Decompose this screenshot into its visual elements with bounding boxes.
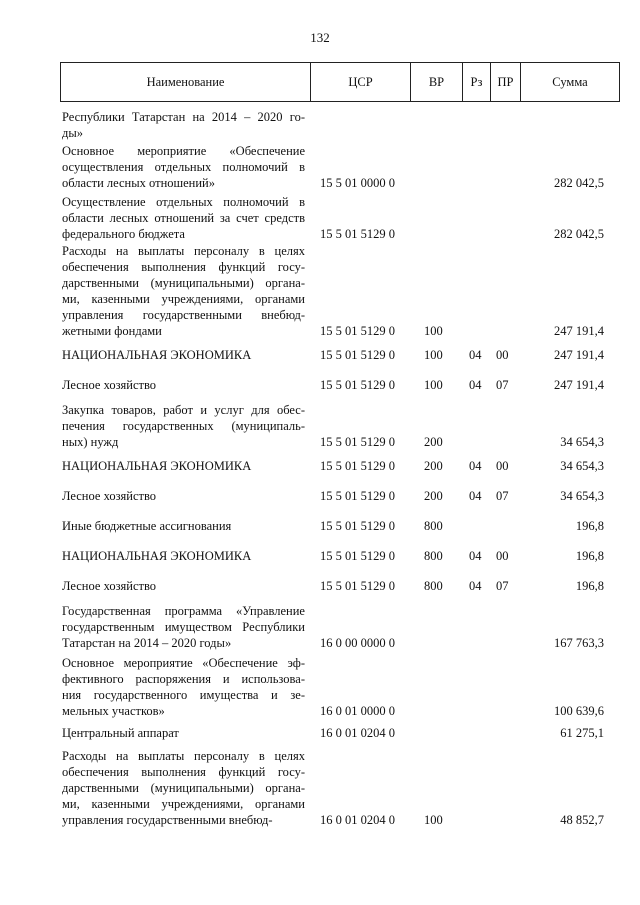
row-name-line: Лесное хозяйство — [62, 579, 157, 593]
row-name — [62, 655, 305, 719]
row-pr: 00 — [496, 348, 509, 362]
row-csr: 16 0 00 0000 0 — [320, 636, 395, 650]
header-name: Наименование — [61, 63, 311, 101]
row-name-line: дарственными (муниципальными) органа- — [62, 276, 305, 290]
row-name-line: дарственными (муниципальными) органа- — [62, 781, 305, 795]
row-name — [62, 518, 305, 534]
row-name-line: обеспечения выполнения функций госу- — [62, 765, 305, 779]
row-name-line: НАЦИОНАЛЬНАЯ ЭКОНОМИКА — [62, 348, 252, 362]
row-csr: 15 5 01 5129 0 — [320, 435, 395, 449]
row-name — [62, 377, 305, 393]
row-name-line: ды» — [62, 126, 84, 140]
row-name-line: фективного распоряжения и использова- — [62, 672, 305, 686]
row-rz: 04 — [469, 378, 482, 392]
header-csr: ЦСР — [311, 63, 411, 101]
row-csr: 15 5 01 5129 0 — [320, 489, 395, 503]
row-name — [62, 458, 305, 474]
row-vr: 100 — [424, 813, 443, 827]
row-name-line: Государственная программа «Управление — [62, 604, 305, 618]
row-name-line: Закупка товаров, работ и услуг для обес- — [62, 403, 305, 417]
row-name-line: НАЦИОНАЛЬНАЯ ЭКОНОМИКА — [62, 549, 252, 563]
row-name — [62, 488, 305, 504]
row-vr: 200 — [424, 489, 443, 503]
row-rz: 04 — [469, 348, 482, 362]
row-pr: 00 — [496, 459, 509, 473]
row-csr: 16 0 01 0204 0 — [320, 813, 395, 827]
row-csr: 16 0 01 0000 0 — [320, 704, 395, 718]
row-name-line: управления государственными внебюд- — [62, 308, 305, 322]
row-name-line: Расходы на выплаты персоналу в целях — [62, 749, 305, 763]
row-pr: 07 — [496, 579, 509, 593]
row-csr: 15 5 01 5129 0 — [320, 348, 395, 362]
row-name-line: Иные бюджетные ассигнования — [62, 519, 232, 533]
row-name-line: Татарстан на 2014 – 2020 годы» — [62, 636, 232, 650]
row-csr: 15 5 01 5129 0 — [320, 324, 395, 338]
row-name — [62, 143, 305, 191]
row-csr: 15 5 01 5129 0 — [320, 227, 395, 241]
table-header — [60, 62, 620, 102]
row-csr: 15 5 01 5129 0 — [320, 459, 395, 473]
row-name-line: государственным имуществом Республики — [62, 620, 305, 634]
row-pr: 07 — [496, 378, 509, 392]
row-sum: 48 852,7 — [560, 813, 604, 827]
row-name-line: НАЦИОНАЛЬНАЯ ЭКОНОМИКА — [62, 459, 252, 473]
row-name-line: федерального бюджета — [62, 227, 185, 241]
row-vr: 200 — [424, 459, 443, 473]
row-name-line: осуществления отдельных полномочий в — [62, 160, 305, 174]
row-name-line: Центральный аппарат — [62, 726, 179, 740]
row-vr: 800 — [424, 519, 443, 533]
row-sum: 196,8 — [575, 579, 604, 593]
row-rz: 04 — [469, 459, 482, 473]
row-name-line: управления государственными внебюд- — [62, 813, 273, 827]
row-name-line: мельных участков» — [62, 704, 165, 718]
row-name — [62, 578, 305, 594]
row-rz: 04 — [469, 489, 482, 503]
row-name — [62, 603, 305, 651]
row-vr: 200 — [424, 435, 443, 449]
row-name-line: жетными фондами — [62, 324, 162, 338]
row-vr: 800 — [424, 579, 443, 593]
row-name-line: области лесных отношений» — [62, 176, 215, 190]
row-sum: 34 654,3 — [560, 435, 604, 449]
row-sum: 100 639,6 — [554, 704, 604, 718]
row-name-line: Основное мероприятие «Обеспечение эф- — [62, 656, 305, 670]
row-rz: 04 — [469, 549, 482, 563]
row-name-line: ми, казенными учреждениями, органами — [62, 797, 305, 811]
header-sum: Сумма — [552, 74, 588, 89]
row-sum: 247 191,4 — [554, 378, 604, 392]
row-sum: 34 654,3 — [560, 459, 604, 473]
row-vr: 100 — [424, 378, 443, 392]
row-name-line: печения государственных (муниципаль- — [62, 419, 305, 433]
row-name-line: ния государственного имущества и зе- — [62, 688, 305, 702]
row-sum: 282 042,5 — [554, 176, 604, 190]
row-sum: 282 042,5 — [554, 227, 604, 241]
row-pr: 00 — [496, 549, 509, 563]
row-name-line: Лесное хозяйство — [62, 489, 157, 503]
row-name — [62, 725, 305, 741]
row-csr: 15 5 01 5129 0 — [320, 519, 395, 533]
row-name — [62, 548, 305, 564]
row-name — [62, 109, 305, 141]
page-number: 132 — [310, 30, 330, 45]
row-sum: 196,8 — [575, 519, 604, 533]
row-name-line: области лесных отношений за счет средств — [62, 211, 305, 225]
row-name-line: Основное мероприятие «Обеспечение — [62, 144, 305, 158]
row-csr: 15 5 01 5129 0 — [320, 378, 395, 392]
row-name-line: Расходы на выплаты персоналу в целях — [62, 244, 305, 258]
header-rz: Рз — [463, 63, 491, 101]
row-csr: 15 5 01 5129 0 — [320, 549, 395, 563]
row-name — [62, 194, 305, 242]
row-pr: 07 — [496, 489, 509, 503]
row-sum: 247 191,4 — [554, 348, 604, 362]
row-csr: 16 0 01 0204 0 — [320, 726, 395, 740]
row-name-line: Осуществление отдельных полномочий в — [62, 195, 305, 209]
row-sum: 34 654,3 — [560, 489, 604, 503]
row-name-line: обеспечения выполнения функций госу- — [62, 260, 305, 274]
header-pr: ПР — [491, 63, 521, 101]
row-name-line: ных) нужд — [62, 435, 119, 449]
row-sum: 167 763,3 — [554, 636, 604, 650]
row-csr: 15 5 01 0000 0 — [320, 176, 395, 190]
row-csr: 15 5 01 5129 0 — [320, 579, 395, 593]
row-sum: 61 275,1 — [560, 726, 604, 740]
row-name-line: ми, казенными учреждениями, органами — [62, 292, 305, 306]
row-name — [62, 748, 305, 828]
row-sum: 196,8 — [575, 549, 604, 563]
row-name-line: Республики Татарстан на 2014 – 2020 го- — [62, 110, 305, 124]
row-name — [62, 347, 305, 363]
row-vr: 100 — [424, 348, 443, 362]
header-vr: ВР — [411, 63, 463, 101]
row-name-line: Лесное хозяйство — [62, 378, 157, 392]
row-sum: 247 191,4 — [554, 324, 604, 338]
row-vr: 100 — [424, 324, 443, 338]
row-name — [62, 243, 305, 339]
row-name — [62, 402, 305, 450]
row-vr: 800 — [424, 549, 443, 563]
row-rz: 04 — [469, 579, 482, 593]
